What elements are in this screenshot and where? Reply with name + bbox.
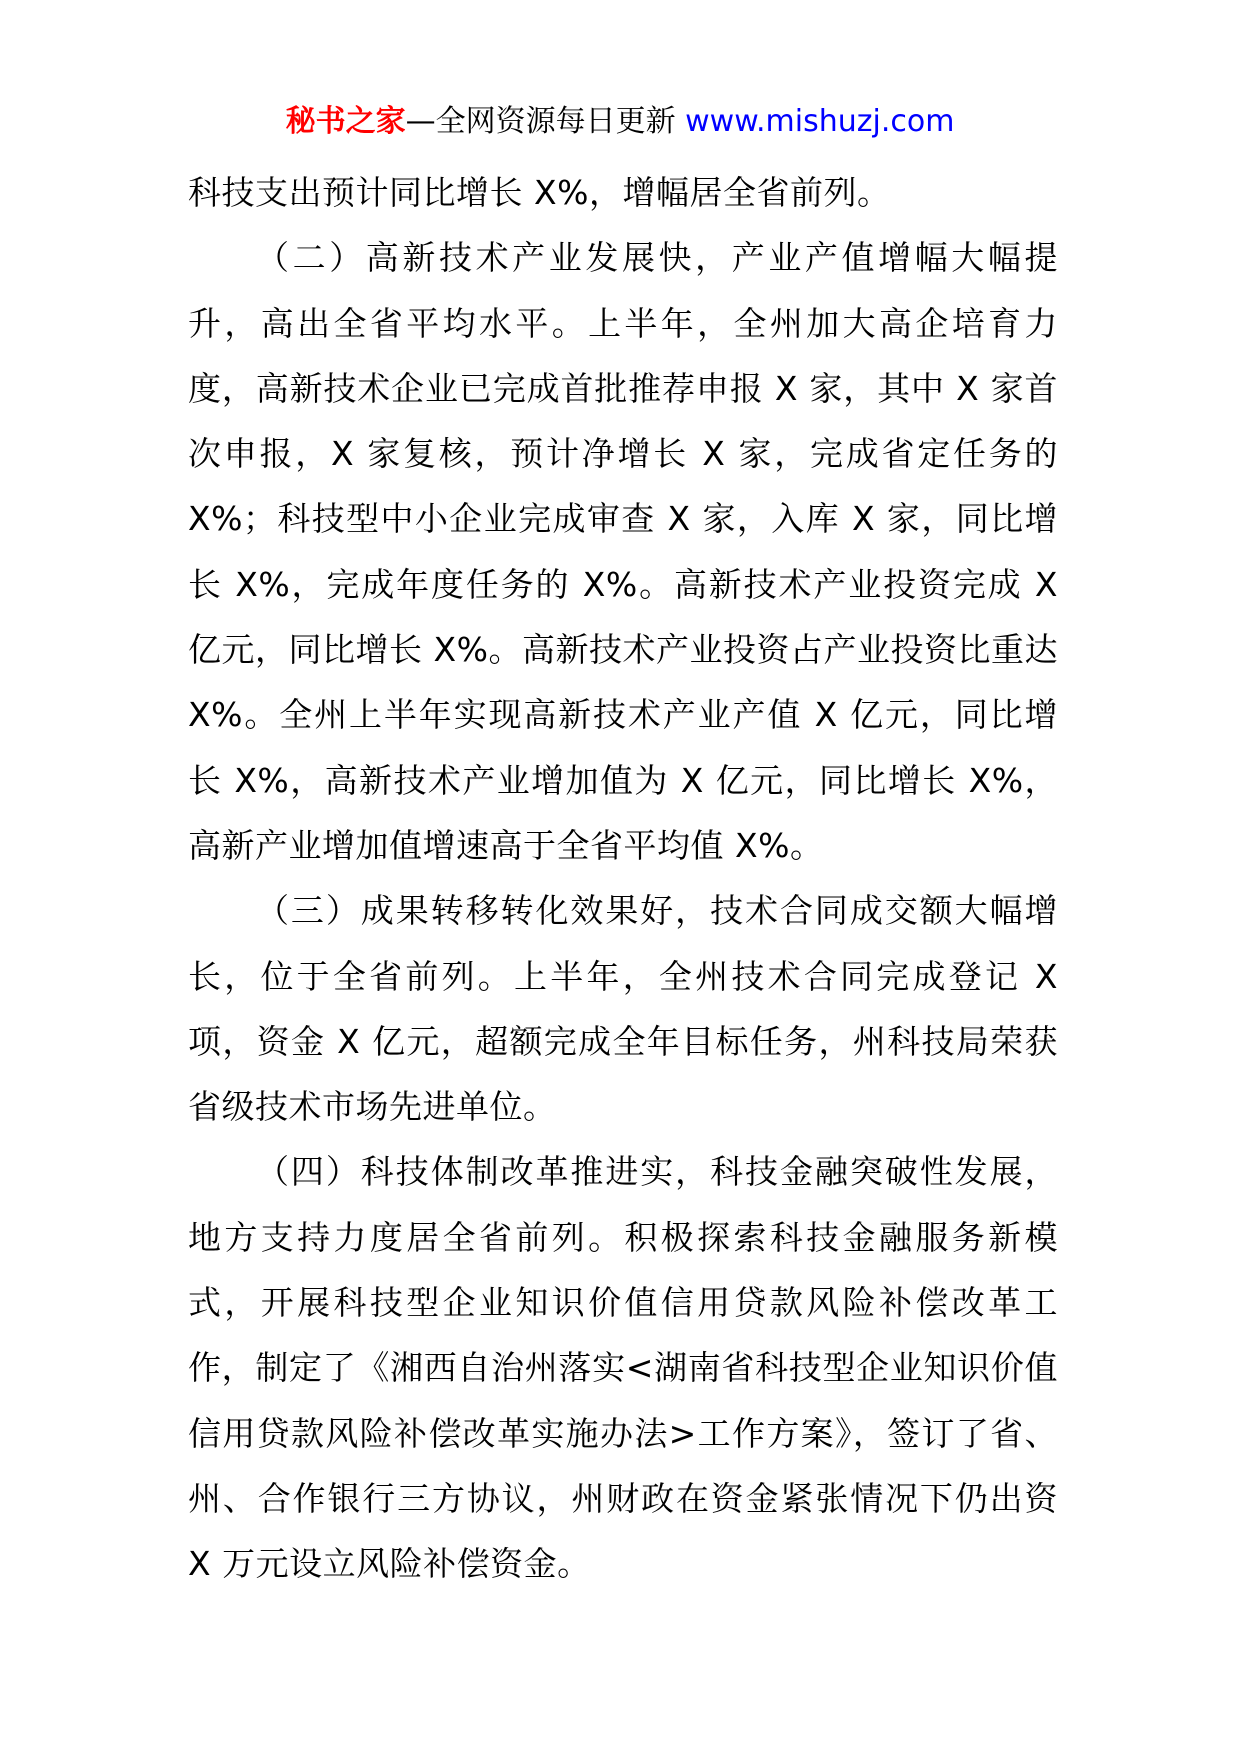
page-header bbox=[0, 100, 1240, 144]
header-slogan: —全网资源每日更新 bbox=[405, 104, 686, 139]
paragraph-section-4: （四）科技体制改革推进实，科技金融突破性发展，地方支持力度居全省前列。积极探索科技金融服务新模式，开展科技型企业知识价值信用贷款风险补偿改革工作，制定了《湘西自治州落实<湖南省科技型企业知识价值信用贷款风险补偿改革实施办法>工作方案》，签订了省、州、合作银行三方协议，州财政在资金紧张情况下仍出资 X 万元设立风险补偿资金。 bbox=[188, 1152, 1058, 1584]
document-body bbox=[188, 160, 1058, 1597]
header-brand: 秘书之家 bbox=[285, 104, 406, 139]
paragraph-section-3: （三）成果转移转化效果好，技术合同成交额大幅增长，位于全省前列。上半年，全州技术合同完成登记 X 项，资金 X 亿元，超额完成全年目标任务，州科技局荣获省级技术市场先进单位。 bbox=[188, 891, 1058, 1127]
paragraph-section-2: （二）高新技术产业发展快，产业产值增幅大幅提升，高出全省平均水平。上半年，全州加大高企培育力度，高新技术企业已完成首批推荐申报 X 家，其中 X 家首次申报，X 家复核，预计净增长 X 家，完成省定任务的 X%；科技型中小企业完成审查 X 家，入库 X 家，同比增长 X%，完成年度任务的 X%。高新技术产业投资完成 X 亿元，同比增长 X%。高新技术产业投资占产业投资比重达 X%。全州上半年实现高新技术产业产值 X 亿元，同比增长 X%，高新技术产业增加值为 X 亿元，同比增长 X%，高新产业增加值增速高于全省平均值 X%。 bbox=[188, 238, 1058, 865]
paragraph-continuation: 科技支出预计同比增长 X%，增幅居全省前列。 bbox=[188, 173, 891, 212]
header-url-link[interactable]: www.mishuzj.com bbox=[685, 104, 955, 139]
